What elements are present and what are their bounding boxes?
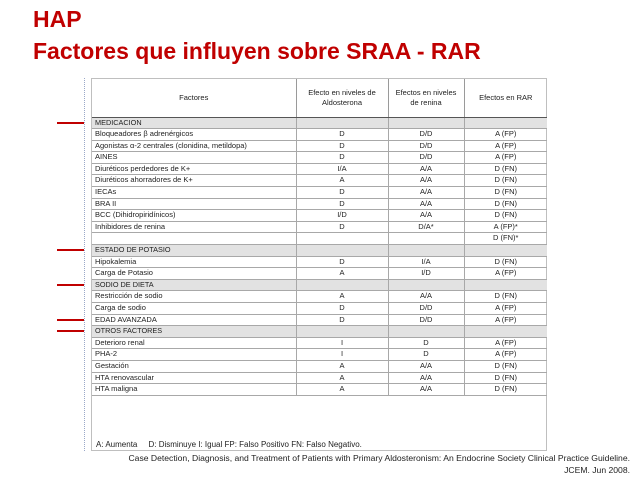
cell-aldosterona: D (296, 129, 388, 141)
header-rar: Efectos en RAR (464, 79, 547, 117)
cell-renina: D/D (388, 140, 464, 152)
cell-rar: A (FP) (464, 314, 547, 326)
cell-aldosterona: D (296, 221, 388, 233)
red-marker-line (57, 284, 84, 286)
cell-factor: SODIO DE DIETA (92, 279, 296, 291)
cell-aldosterona: D (296, 187, 388, 199)
red-marker-line (57, 330, 84, 332)
cell-rar: A (FP) (464, 337, 547, 349)
table-row (92, 152, 547, 164)
cell-factor: Bloqueadores β adrenérgicos (92, 129, 296, 141)
cell-factor: AINES (92, 152, 296, 164)
table-section-row (92, 279, 547, 291)
cell-renina: A/A (388, 372, 464, 384)
cell-factor: OTROS FACTORES (92, 326, 296, 338)
cell-rar: D (FN) (464, 384, 547, 396)
table-row (92, 140, 547, 152)
cell-factor: Diuréticos ahorradores de K+ (92, 175, 296, 187)
cell-factor: HTA renovascular (92, 372, 296, 384)
cell-renina (388, 326, 464, 338)
cell-renina: A/A (388, 360, 464, 372)
cell-rar: D (FN) (464, 291, 547, 303)
cell-renina: A/A (388, 198, 464, 210)
cell-rar: A (FP) (464, 152, 547, 164)
red-marker-line (57, 249, 84, 251)
cell-factor: HTA maligna (92, 384, 296, 396)
cell-aldosterona: A (296, 372, 388, 384)
cell-aldosterona: I (296, 337, 388, 349)
cell-renina: A/A (388, 175, 464, 187)
table-row (92, 256, 547, 268)
cell-renina: I/A (388, 256, 464, 268)
table-section-row (92, 326, 547, 338)
cell-aldosterona: A (296, 175, 388, 187)
table-legend: A: Aumenta D: Disminuye I: Igual FP: Falso Positivo FN: Falso Negativo. (96, 440, 362, 449)
cell-renina: A/A (388, 291, 464, 303)
cell-rar (464, 245, 547, 257)
table-row (92, 303, 547, 315)
cell-rar: D (FN) (464, 256, 547, 268)
cell-aldosterona: A (296, 268, 388, 280)
cell-rar: D (FN) (464, 175, 547, 187)
cell-rar (464, 279, 547, 291)
cell-renina: A/A (388, 163, 464, 175)
cell-factor: Gestación (92, 360, 296, 372)
cell-rar: D (FN) (464, 198, 547, 210)
cell-renina: A/A (388, 187, 464, 199)
dotted-guide-line (84, 78, 85, 451)
table-section-row (92, 245, 547, 257)
cell-renina: I/D (388, 268, 464, 280)
cell-aldosterona: D (296, 314, 388, 326)
cell-rar: A (FP) (464, 129, 547, 141)
cell-aldosterona (296, 233, 388, 245)
cell-renina (388, 117, 464, 129)
cell-renina: A/A (388, 210, 464, 222)
citation (10, 452, 630, 476)
cell-factor: BRA II (92, 198, 296, 210)
cell-rar: A (FP) (464, 303, 547, 315)
table-row (92, 372, 547, 384)
table-row (92, 163, 547, 175)
cell-aldosterona: D (296, 152, 388, 164)
factors-table-figure (91, 78, 547, 451)
cell-factor: BCC (Dihidropiridínicos) (92, 210, 296, 222)
cell-renina (388, 245, 464, 257)
table-row (92, 268, 547, 280)
cell-rar: D (FN) (464, 372, 547, 384)
cell-aldosterona: I (296, 349, 388, 361)
header-factores: Factores (92, 79, 296, 117)
table-row (92, 360, 547, 372)
red-marker-line (57, 122, 84, 124)
cell-rar: D (FN) (464, 360, 547, 372)
cell-factor: MEDICACION (92, 117, 296, 129)
cell-renina (388, 233, 464, 245)
cell-renina: D/D (388, 303, 464, 315)
citation-line1: Case Detection, Diagnosis, and Treatment of Patients with Primary Aldosteronism: An Endocrine Society Clinical Practice Guideline. (128, 453, 630, 463)
cell-factor: IECAs (92, 187, 296, 199)
cell-aldosterona: D (296, 256, 388, 268)
table-row (92, 175, 547, 187)
cell-factor (92, 233, 296, 245)
table-row (92, 210, 547, 222)
cell-factor: Inhibidores de renina (92, 221, 296, 233)
cell-aldosterona (296, 245, 388, 257)
cell-rar: A (FP)* (464, 221, 547, 233)
cell-rar: D (FN) (464, 163, 547, 175)
cell-aldosterona: I/D (296, 210, 388, 222)
cell-factor: ESTADO DE POTASIO (92, 245, 296, 257)
cell-factor: EDAD AVANZADA (92, 314, 296, 326)
cell-rar: D (FN)* (464, 233, 547, 245)
cell-renina: A/A (388, 384, 464, 396)
table-row (92, 337, 547, 349)
table-row (92, 129, 547, 141)
cell-renina: D/A* (388, 221, 464, 233)
cell-aldosterona (296, 117, 388, 129)
cell-aldosterona: A (296, 291, 388, 303)
cell-factor: Carga de sodio (92, 303, 296, 315)
cell-aldosterona: D (296, 140, 388, 152)
cell-renina: D (388, 337, 464, 349)
cell-aldosterona (296, 279, 388, 291)
cell-rar: A (FP) (464, 268, 547, 280)
cell-rar: D (FN) (464, 210, 547, 222)
cell-rar (464, 326, 547, 338)
header-renina: Efectos en niveles de renina (388, 79, 464, 117)
cell-rar: D (FN) (464, 187, 547, 199)
cell-rar: A (FP) (464, 140, 547, 152)
cell-renina: D/D (388, 129, 464, 141)
cell-aldosterona: A (296, 360, 388, 372)
cell-aldosterona: D (296, 198, 388, 210)
slide-title-line2: Factores que influyen sobre SRAA - RAR (33, 38, 481, 64)
cell-renina (388, 279, 464, 291)
cell-factor: Diuréticos perdedores de K+ (92, 163, 296, 175)
cell-aldosterona: A (296, 384, 388, 396)
header-aldosterona: Efecto en niveles de Aldosterona (296, 79, 388, 117)
cell-renina: D/D (388, 314, 464, 326)
slide-title-line1: HAP (33, 6, 82, 32)
table-section-row (92, 117, 547, 129)
table-header-row (92, 79, 547, 117)
table-row (92, 291, 547, 303)
cell-aldosterona: I/A (296, 163, 388, 175)
table-row (92, 314, 547, 326)
red-marker-line (57, 319, 84, 321)
factors-table (92, 79, 547, 396)
cell-rar: A (FP) (464, 349, 547, 361)
cell-aldosterona: D (296, 303, 388, 315)
cell-renina: D (388, 349, 464, 361)
cell-factor: Restricción de sodio (92, 291, 296, 303)
table-row (92, 233, 547, 245)
citation-line2: JCEM. Jun 2008. (564, 465, 630, 475)
table-row (92, 187, 547, 199)
table-row (92, 221, 547, 233)
cell-aldosterona (296, 326, 388, 338)
table-row (92, 198, 547, 210)
cell-factor: PHA-2 (92, 349, 296, 361)
cell-factor: Deterioro renal (92, 337, 296, 349)
cell-factor: Hipokalemia (92, 256, 296, 268)
cell-renina: D/D (388, 152, 464, 164)
cell-rar (464, 117, 547, 129)
cell-factor: Carga de Potasio (92, 268, 296, 280)
cell-factor: Agonistas α-2 centrales (clonidina, metildopa) (92, 140, 296, 152)
table-row (92, 349, 547, 361)
table-row (92, 384, 547, 396)
